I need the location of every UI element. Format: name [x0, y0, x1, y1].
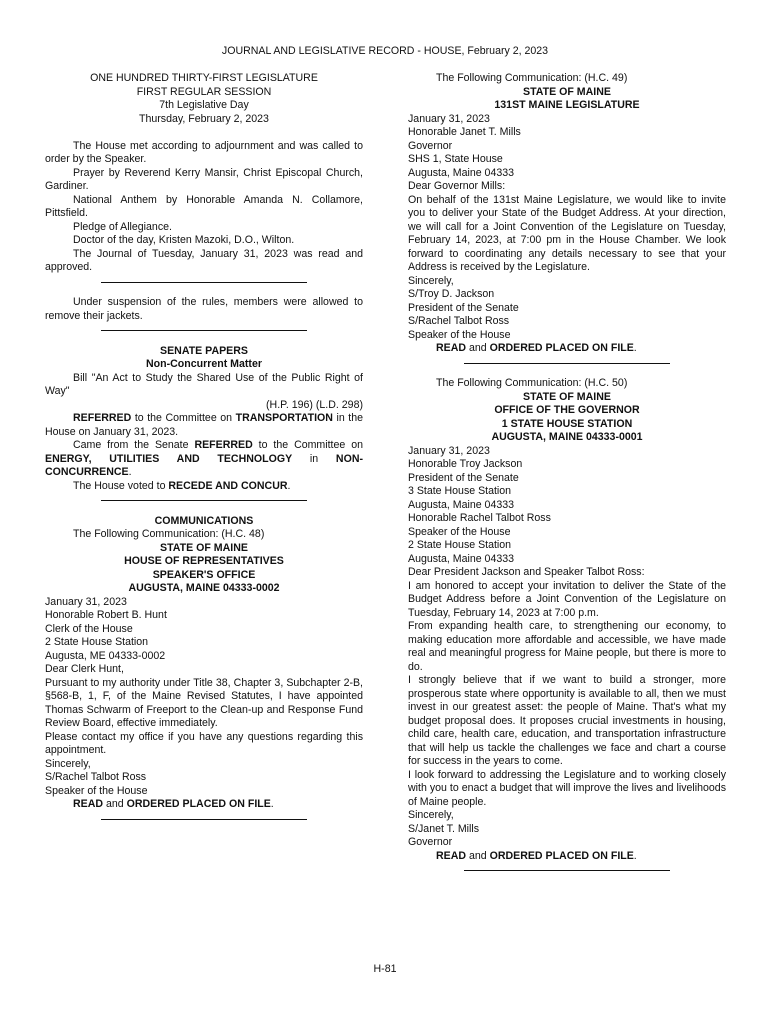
address-line: Augusta, Maine 04333 [408, 552, 515, 565]
address-line: Augusta, ME 04333-0002 [45, 649, 166, 662]
address-line: Honorable Robert B. Hunt [45, 609, 167, 621]
signature-title: Governor [408, 836, 453, 848]
address-line: Honorable Rachel Talbot Ross [408, 512, 551, 524]
address-line: Speaker of the House [408, 525, 511, 538]
letter-body: I look forward to addressing the Legislature and to working closely with you to enact a budget that will improve the lives and livelihoods of Maine people. [408, 768, 726, 808]
opening-paragraph: Pledge of Allegiance. [73, 220, 172, 233]
signature-line: S/Rachel Talbot Ross [45, 771, 147, 783]
salutation: Dear Governor Mills: [408, 180, 506, 192]
opening-paragraph: The Journal of Tuesday, January 31, 2023 was read and approved. [45, 247, 363, 273]
address-line: Clerk of the House [45, 622, 133, 635]
salutation: Dear Clerk Hunt, [45, 663, 124, 675]
jackets-paragraph: Under suspension of the rules, members were allowed to remove their jackets. [45, 296, 363, 322]
divider [464, 870, 670, 871]
opening-paragraph: Doctor of the day, Kristen Mazoki, D.O., Wilton. [73, 234, 295, 246]
letterhead-line: STATE OF MAINE [523, 85, 611, 98]
opening-paragraph: National Anthem by Honorable Amanda N. Collamore, Pittsfield. [45, 193, 363, 219]
left-column [45, 72, 363, 820]
letterhead-line: 131ST MAINE LEGISLATURE [494, 99, 640, 111]
communication-intro: The Following Communication: (H.C. 48) [73, 528, 265, 540]
address-line: 2 State House Station [45, 636, 149, 648]
referred-paragraph: REFERRED to the Committee on TRANSPORTATION in the House on January 31, 2023. [45, 412, 363, 438]
address-line: SHS 1, State House [408, 153, 503, 165]
action-line: READ and ORDERED PLACED ON FILE. [436, 849, 637, 862]
letterhead-line: STATE OF MAINE [523, 390, 611, 403]
address-line: January 31, 2023 [45, 595, 127, 608]
action-line: READ and ORDERED PLACED ON FILE. [436, 342, 637, 354]
signature-title: President of the Senate [408, 301, 519, 314]
session-line: ONE HUNDRED THIRTY-FIRST LEGISLATURE [90, 72, 318, 84]
address-line: 2 State House Station [408, 539, 512, 551]
closing-line: Sincerely, [408, 274, 454, 287]
bill-title: Bill "An Act to Study the Shared Use of the Public Right of Way" [45, 371, 363, 397]
address-line: President of the Senate [408, 471, 519, 484]
salutation: Dear President Jackson and Speaker Talbot Ross: [408, 566, 645, 578]
letter-body: I am honored to accept your invitation to deliver the State of the Budget Address before a Joint Convention of the Legislature on Tuesday, February 14, 2023 at 7:00 p.m. [408, 579, 726, 619]
letterhead-line: AUGUSTA, MAINE 04333-0002 [128, 582, 280, 594]
session-line: Thursday, February 2, 2023 [139, 112, 269, 125]
section-heading: SENATE PAPERS [160, 344, 248, 357]
divider [101, 819, 307, 820]
address-line: January 31, 2023 [408, 444, 490, 457]
session-heading [45, 72, 363, 126]
section-heading: COMMUNICATIONS [154, 514, 254, 527]
address-line: Honorable Janet T. Mills [408, 126, 521, 138]
letterhead-line: 1 STATE HOUSE STATION [501, 417, 633, 430]
opening-paragraph: Prayer by Reverend Kerry Mansir, Christ Episcopal Church, Gardiner. [45, 166, 363, 192]
letter-body: From expanding health care, to strengthening our economy, to making education more affordable and accessible, we have made real and meaningful progress for Maine people, but there is more to do. [408, 620, 726, 673]
address-line: 3 State House Station [408, 485, 512, 497]
signature-title: Speaker of the House [45, 784, 148, 797]
communication-intro: The Following Communication: (H.C. 49) [436, 72, 628, 84]
action-line: READ and ORDERED PLACED ON FILE. [73, 798, 274, 810]
address-line: Governor [408, 139, 453, 152]
came-from-senate-paragraph: Came from the Senate REFERRED to the Committee on ENERGY, UTILITIES AND TECHNOLOGY in NON-CONCURRENCE. [45, 439, 363, 478]
letterhead-line: OFFICE OF THE GOVERNOR [494, 404, 640, 416]
letterhead-line: HOUSE OF REPRESENTATIVES [124, 555, 284, 567]
signature-line: S/Rachel Talbot Ross [408, 315, 510, 327]
address-line: Honorable Troy Jackson [408, 458, 523, 470]
house-vote-paragraph: The House voted to RECEDE AND CONCUR. [73, 479, 291, 492]
signature-line: S/Troy D. Jackson [408, 288, 495, 300]
signature-title: Speaker of the House [408, 328, 511, 341]
address-line: Augusta, Maine 04333 [408, 498, 515, 511]
section-subheading: Non-Concurrent Matter [146, 358, 262, 370]
letter-body: On behalf of the 131st Maine Legislature, we would like to invite you to deliver your State of the Budget Address. At your direction, we will call for a Joint Convention of the Legislature on Tuesday, February 14, 2023, at 7:00 pm in the House Chamber. We look forward to coordinating any details necessary to see that your Address is received by the Legislature. [408, 193, 726, 273]
session-line: FIRST REGULAR SESSION [136, 85, 272, 98]
address-line: January 31, 2023 [408, 112, 490, 125]
letter-body: I strongly believe that if we want to build a stronger, more prosperous state where opportunity is available to all, then we must invest in our greatest asset: the people of Maine. That's what my budget proposal does. It proposes crucial investments in housing, child care, health care, education, and transportation infrastructure that will help us tackle the challenges we face and chart a course for success in the years to come. [408, 674, 726, 767]
bill-reference: (H.P. 196) (L.D. 298) [266, 398, 363, 411]
letterhead-line: STATE OF MAINE [160, 541, 248, 554]
closing-line: Sincerely, [45, 757, 91, 770]
letter-body: Please contact my office if you have any questions regarding this appointment. [45, 730, 363, 756]
letterhead-line: SPEAKER'S OFFICE [152, 568, 256, 581]
closing-line: Sincerely, [408, 809, 454, 821]
right-column [408, 72, 726, 871]
page-header: JOURNAL AND LEGISLATIVE RECORD - HOUSE, February 2, 2023 [221, 45, 549, 57]
page-number: H-81 [373, 963, 397, 975]
opening-paragraph: The House met according to adjournment and was called to order by the Speaker. [45, 139, 363, 165]
session-line: 7th Legislative Day [159, 99, 249, 111]
signature-line: S/Janet T. Mills [408, 822, 480, 835]
letterhead-line: AUGUSTA, MAINE 04333-0001 [491, 431, 643, 443]
communication-intro: The Following Communication: (H.C. 50) [436, 377, 628, 389]
letter-body: Pursuant to my authority under Title 38, Chapter 3, Subchapter 2-B, §568-B, 1, F, of the Maine Revised Statutes, I have appointed Thomas Schwarm of Freeport to the Clean-up and Response Fund Review Board, effective immediately. [45, 676, 363, 729]
address-line: Augusta, Maine 04333 [408, 166, 515, 179]
